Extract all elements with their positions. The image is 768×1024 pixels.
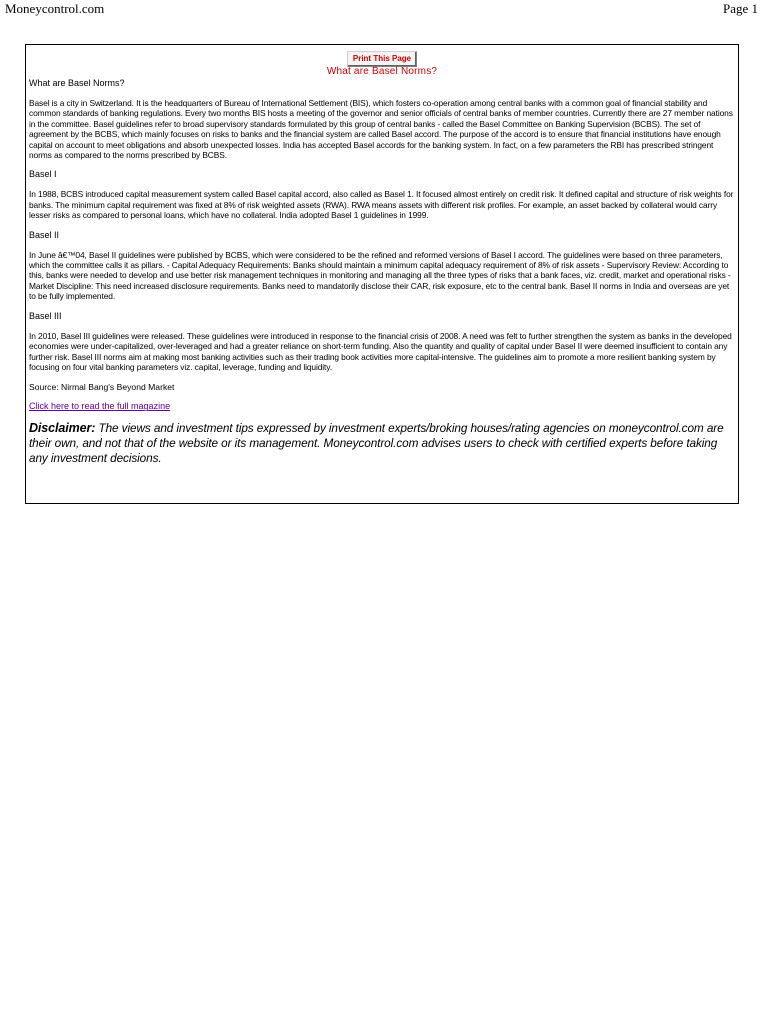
section-heading-basel-1: Basel I <box>29 169 57 180</box>
disclaimer-label: Disclaimer: <box>29 421 96 436</box>
intro-paragraph: Basel is a city in Switzerland. It is the headquarters of Bureau of International Settlement (BIS), which fosters co-operation among central banks with a common goal of financial stability and common standards of banking regulations. Every two months BIS hosts a meeting of the governor and senior officials of central banks of member countries. Currently there are 27 member nations in the committee. Basel guidelines refer to broad supervisory standards formulated by this group of central banks - called the Basel Committee on Banking Supervision (BCBS). The set of agreement by the BCBS, which mainly focuses on risks to banks and the financial system are called Basel accord. The purpose of the accord is to ensure that financial institutions have enough capital on account to meet obligations and absorb unexpected losses. India has accepted Basel accords for the banking system. In fact, on a few parameters the RBI has prescribed stringent norms as compared to the norms prescribed by BCBS. <box>29 98 733 161</box>
site-name: Moneycontrol.com <box>5 1 105 16</box>
section-heading-basel-3: Basel III <box>29 310 62 321</box>
read-full-magazine-link[interactable]: Click here to read the full magazine <box>29 401 171 412</box>
print-page-header <box>0 0 768 20</box>
article-title: What are Basel Norms? <box>326 66 438 77</box>
disclaimer <box>29 421 735 466</box>
section-text-basel-1: In 1988, BCBS introduced capital measurement system called Basel capital accord, also called as Basel 1. It focused almost entirely on credit risk. It defined capital and structure of risk weights for banks. The minimum capital requirement was fixed at 8% of risk weighted assets (RWA). RWA means assets with different risk profiles. For example, an asset backed by collateral would carry lesser risks as compared to personal loans, which have no collateral. India adopted Basel 1 guidelines in 1999. <box>29 189 734 221</box>
source-line: Source: Nirmal Bang's Beyond Market <box>29 382 175 393</box>
article-container <box>25 44 739 504</box>
question-heading: What are Basel Norms? <box>29 78 125 88</box>
disclaimer-text: The views and investment tips expressed by investment experts/broking houses/rating agencies on moneycontrol.com are their own, and not that of the website or its management. Moneycontrol.com advises users to check with certified experts before taking any investment decisions. <box>29 421 724 466</box>
section-text-basel-3: In 2010, Basel III guidelines were released. These guidelines were introduced in response to the financial crisis of 2008. A need was felt to further strengthen the system as banks in the developed economies were under-capitalized, over-leveraged and had a greater reliance on short-term funding. Also the quantity and quality of capital under Basel II were deemed insufficient to contain any further risk. Basel III norms aim at making most banking activities such as their trading book activities more capital-intensive. The guidelines aim to promote a more resilient banking system by focusing on four vital banking parameters viz. capital, leverage, funding and liquidity. <box>29 330 732 372</box>
section-heading-basel-2: Basel II <box>29 229 60 240</box>
print-button-wrapper <box>29 48 735 64</box>
section-text-basel-2: In June â€™04, Basel II guidelines were published by BCBS, which were considered to be the refined and reformed versions of Basel I accord. The guidelines were based on three parameters, which the committee calls it as pillars. - Capital Adequacy Requirements: Banks should maintain a minimum capital adequacy requirement of 8% of risk assets - Supervisory Review: According to this, banks were needed to develop and use better risk management techniques in monitoring and managing all the three types of risks that a bank faces, viz. credit, market and operational risks - Market Discipline: This need increased disclosure requirements. Banks need to mandatorily disclose their CAR, risk exposure, etc to the central bank. Basel II norms in India and overseas are yet to be fully implemented. <box>29 249 731 302</box>
page-number: Page 1 <box>722 1 758 16</box>
print-page-button[interactable]: Print This Page <box>347 51 417 67</box>
